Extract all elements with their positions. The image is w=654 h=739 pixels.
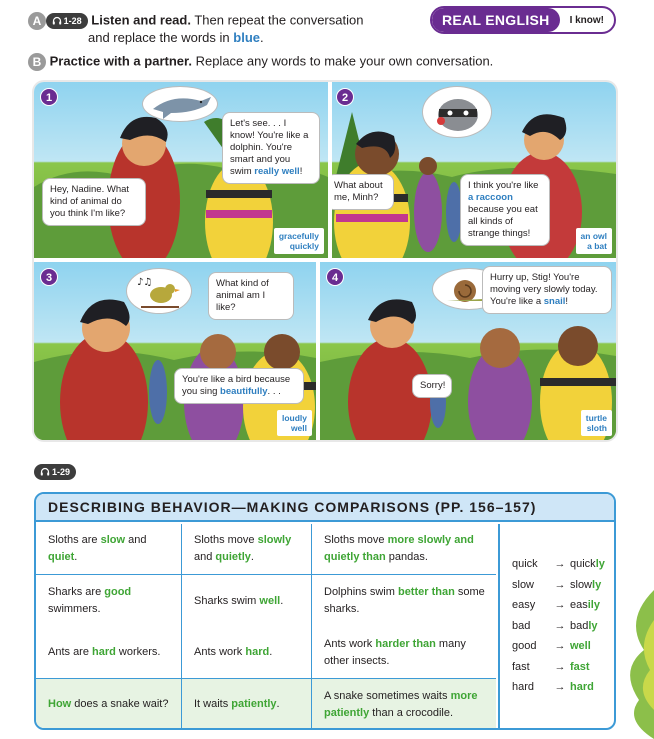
panel-3-speech-bottom-end: . . . bbox=[267, 386, 281, 397]
panel-2-alt-2: a bat bbox=[587, 241, 607, 251]
panel-4-speech-right-blue: snail bbox=[543, 296, 566, 307]
panel-1-speech-right bbox=[222, 112, 320, 184]
instruction-a-bold: Listen and read. bbox=[91, 12, 191, 28]
panel-2-number: 2 bbox=[336, 88, 354, 106]
audio-track-2-badge[interactable] bbox=[34, 464, 76, 480]
panel-2-alternatives bbox=[576, 228, 612, 254]
instruction-a-text-1: Then repeat the conversation bbox=[190, 12, 364, 28]
panel-2-speech-right bbox=[460, 174, 550, 246]
panel-3-number: 3 bbox=[40, 268, 58, 286]
panel-4-alternatives bbox=[581, 410, 612, 436]
comic-panel-3 bbox=[34, 262, 316, 440]
comic-panel-4 bbox=[320, 262, 616, 440]
grammar-box bbox=[34, 492, 616, 730]
panel-1-speech-right-blue: really well bbox=[254, 166, 300, 177]
list-item: good → well bbox=[512, 640, 591, 652]
instruction-b-badge: B bbox=[28, 53, 46, 71]
panel-1-alternatives bbox=[274, 228, 324, 254]
table-cell: Sloths move more slowly and quietly than pandas. bbox=[324, 534, 474, 563]
instruction-a-period: . bbox=[260, 30, 264, 45]
comic-panel-2 bbox=[332, 82, 616, 258]
panel-2-alt-1: an owl bbox=[580, 231, 607, 241]
svg-text:♪♫: ♪♫ bbox=[137, 277, 153, 288]
audio-track-2[interactable] bbox=[34, 463, 76, 481]
panel-2-speech-right-blue: a raccoon bbox=[468, 192, 513, 203]
panel-4-speech-left-text: Sorry! bbox=[420, 380, 446, 391]
table-cell: How does a snake wait? bbox=[36, 679, 182, 730]
headphones-icon bbox=[52, 16, 62, 26]
panel-4-speech-left bbox=[412, 374, 452, 398]
table-row bbox=[36, 524, 496, 575]
panel-4-speech-right bbox=[482, 266, 612, 314]
list-item: quick → quickly bbox=[512, 558, 605, 570]
bird-icon bbox=[127, 269, 193, 315]
comic-strip bbox=[34, 82, 616, 440]
panel-2-speech-left-text: What about me, Minh? bbox=[334, 180, 383, 203]
real-english-label: REAL ENGLISH bbox=[432, 8, 560, 32]
audio-track-number: 1-28 bbox=[63, 16, 82, 26]
instruction-b-text: Replace any words to make your own conversation. bbox=[191, 53, 494, 69]
panel-3-alt-2: well bbox=[290, 423, 307, 433]
list-item: hard → hard bbox=[512, 681, 594, 693]
panel-2-speech-right-text-2: because you eat all kinds of strange things! bbox=[468, 204, 538, 239]
table-cell: Ants are hard workers. bbox=[36, 627, 182, 678]
grammar-table bbox=[36, 524, 496, 730]
dolphin-icon bbox=[143, 87, 219, 123]
instruction-b-bold: Practice with a partner. bbox=[49, 53, 192, 69]
instruction-a-blue-word: blue bbox=[233, 30, 260, 45]
table-cell: Ants work hard. bbox=[182, 627, 312, 678]
table-cell: Sharks are good swimmers. bbox=[36, 575, 182, 627]
list-item: slow → slowly bbox=[512, 578, 602, 591]
panel-3-thought-bubble bbox=[126, 268, 192, 314]
panel-3-speech-bottom bbox=[174, 368, 304, 404]
instruction-b bbox=[28, 53, 493, 71]
panel-3-speech-top bbox=[208, 272, 294, 320]
panel-4-alt-2: sloth bbox=[586, 423, 607, 433]
panel-1-thought-bubble bbox=[142, 86, 218, 122]
panel-4-speech-right-end: ! bbox=[565, 296, 569, 307]
panel-1-speech-left-text: Hey, Nadine. What kind of animal do you think I'm like? bbox=[50, 184, 130, 219]
table-row bbox=[36, 627, 496, 679]
instruction-a-text-2: and replace the words in bbox=[88, 30, 234, 45]
list-item: easy → easily bbox=[512, 599, 600, 611]
audio-track-2-number: 1-29 bbox=[52, 466, 71, 477]
instruction-a-badge: A bbox=[28, 12, 46, 30]
panel-3-alt-1: loudly bbox=[281, 413, 307, 423]
panel-1-speech-right-text: Let's see. . . I know! You're like a dolphin. You're smart and you swim bbox=[230, 118, 309, 177]
panel-1-alt-1: gracefully bbox=[278, 231, 319, 241]
table-cell: It waits patiently. bbox=[182, 679, 312, 730]
table-cell: Ants work harder than many other insects. bbox=[324, 637, 466, 667]
table-cell: Sloths are slow and quiet. bbox=[36, 524, 182, 574]
table-row bbox=[36, 679, 496, 730]
comic-panel-1 bbox=[34, 82, 328, 258]
panel-1-number: 1 bbox=[40, 88, 58, 106]
table-cell: A snake sometimes waits more patiently than a crocodile. bbox=[324, 689, 478, 719]
headphones-icon bbox=[40, 467, 50, 477]
instruction-a bbox=[28, 12, 363, 46]
panel-4-speech-right-text: Hurry up, Stig! You're moving very slowly today. You're like a bbox=[490, 272, 598, 307]
panel-1-speech-right-end: ! bbox=[299, 166, 303, 177]
panel-2-thought-bubble bbox=[422, 86, 492, 138]
real-english-badge bbox=[430, 6, 616, 34]
panel-3-alternatives bbox=[277, 410, 312, 436]
table-cell: Sloths move slowly and quietly. bbox=[182, 524, 312, 574]
table-cell: Dolphins swim better than some sharks. bbox=[324, 586, 485, 615]
raccoon-icon bbox=[423, 87, 493, 139]
decorative-leaves-image bbox=[614, 590, 654, 739]
panel-3-speech-top-text: What kind of animal am I like? bbox=[216, 278, 269, 313]
panel-2-speech-left bbox=[332, 174, 394, 210]
real-english-phrase: I know! bbox=[569, 14, 605, 26]
list-item: bad → badly bbox=[512, 619, 598, 632]
panel-4-alt-1: turtle bbox=[585, 413, 607, 423]
table-cell: Sharks swim well. bbox=[182, 575, 312, 627]
panel-2-speech-right-text: I think you're like bbox=[468, 180, 539, 191]
panel-3-speech-bottom-blue: beautifully bbox=[220, 386, 268, 397]
table-row bbox=[36, 575, 496, 627]
adverb-list bbox=[498, 524, 616, 730]
panel-4-number: 4 bbox=[326, 268, 344, 286]
panel-1-speech-left bbox=[42, 178, 146, 226]
grammar-title: DESCRIBING BEHAVIOR—MAKING COMPARISONS (PP. 156–157) bbox=[36, 494, 614, 522]
audio-track-badge[interactable] bbox=[46, 13, 88, 29]
panel-3-speech-bottom-text: You're like a bird because you sing bbox=[182, 374, 291, 397]
panel-1-alt-2: quickly bbox=[289, 241, 319, 251]
list-item: fast → fast bbox=[512, 660, 590, 673]
